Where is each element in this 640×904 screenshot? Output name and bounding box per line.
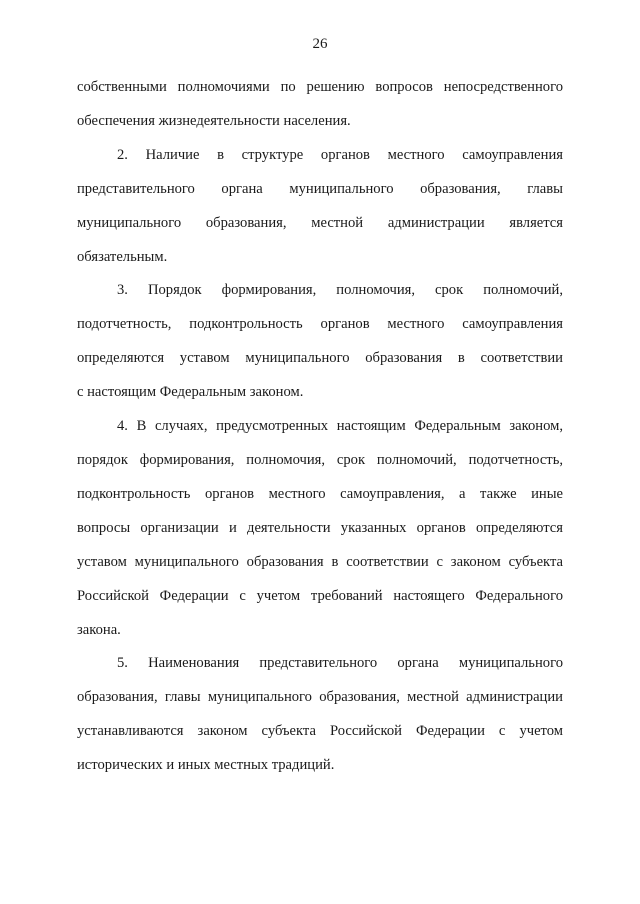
text-line: с настоящим Федеральным законом. bbox=[77, 384, 304, 401]
page-number: 26 bbox=[312, 36, 328, 52]
paragraph-item-3 bbox=[77, 274, 563, 410]
text-line: определяются уставом муниципального образования в соответствии bbox=[77, 350, 563, 367]
paragraph-continuation bbox=[77, 71, 563, 139]
text-line: вопросы организации и деятельности указанных органов определяются bbox=[77, 519, 563, 536]
text-line: исторических и иных местных традиций. bbox=[77, 757, 335, 774]
text-line: 3. Порядок формирования, полномочия, срок полномочий, bbox=[117, 282, 563, 299]
text-line: муниципального образования, местной администрации является bbox=[77, 214, 563, 231]
text-line: закона. bbox=[77, 621, 121, 638]
text-line: 5. Наименования представительного органа муниципального bbox=[117, 655, 563, 672]
text-line: порядок формирования, полномочия, срок полномочий, подотчетность, bbox=[77, 451, 563, 468]
text-line: устанавливаются законом субъекта Российской Федерации с учетом bbox=[77, 723, 563, 740]
text-line: обеспечения жизнедеятельности населения. bbox=[77, 112, 351, 129]
text-line: Российской Федерации с учетом требований настоящего Федерального bbox=[77, 587, 563, 604]
text-line: собственными полномочиями по решению вопросов непосредственного bbox=[77, 79, 563, 95]
text-line: обязательным. bbox=[77, 248, 168, 265]
paragraph-item-5 bbox=[77, 647, 563, 783]
paragraph-item-4 bbox=[77, 410, 563, 647]
paragraph-item-2 bbox=[77, 139, 563, 275]
text-line: представительного органа муниципального образования, главы bbox=[77, 180, 563, 197]
text-line: 4. В случаях, предусмотренных настоящим Федеральным законом, bbox=[117, 418, 563, 435]
text-line: подконтрольность органов местного самоуправления, а также иные bbox=[77, 485, 563, 502]
text-line: 2. Наличие в структуре органов местного самоуправления bbox=[117, 146, 563, 163]
text-line: подотчетность, подконтрольность органов местного самоуправления bbox=[77, 316, 563, 333]
body-text bbox=[77, 71, 563, 783]
text-line: образования, главы муниципального образования, местной администрации bbox=[77, 689, 563, 706]
text-line: уставом муниципального образования в соответствии с законом субъекта bbox=[77, 553, 563, 570]
